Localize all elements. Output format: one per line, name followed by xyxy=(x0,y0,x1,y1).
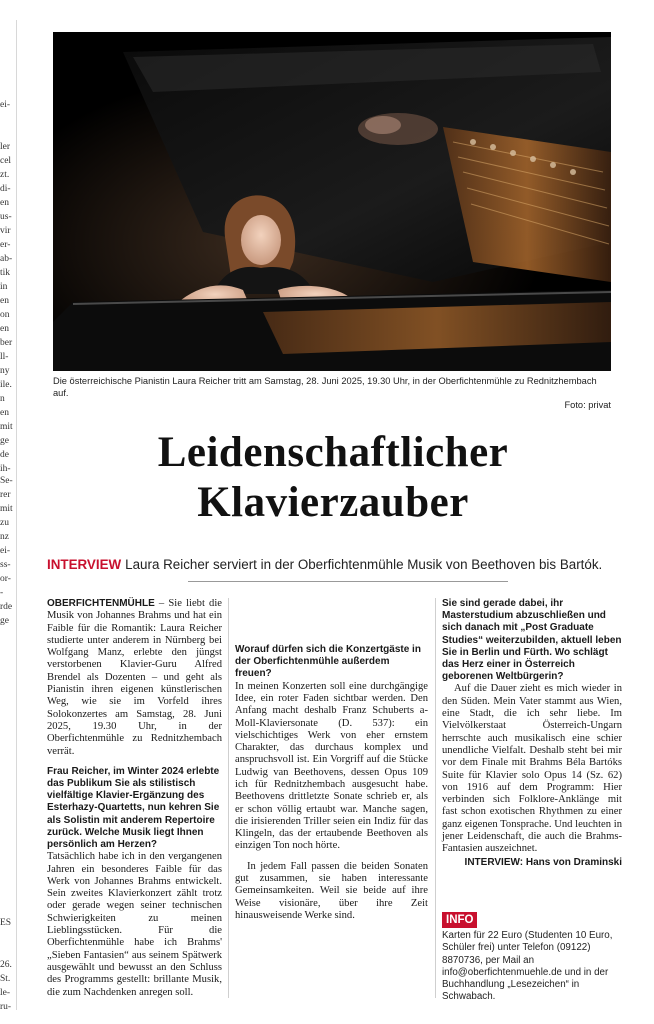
answer-2: In meinen Konzerten soll eine durchgängige Idee, ein roter Faden sichtbar werden. Den Anfang macht deshalb Franz Schuberts a-Moll-Klaviersonate (D. 537): ein vielschichtiges Werk von eher ernstem Charakter, das durchaus komplex und anspruchsvoll ist. Ein Vorgriff auf die Stücke Ludwig van Beethovens, dessen Opus 109 ich für Rednitzhembach ausgesucht habe. Beethovens drittletzte Sonate schrieb er, als er schon völlig ertaubt war. Manche sagen, die irisierenden Triller seien ein Indiz für das Klingeln, das der ertaubende Beethoven als einzigen Ton noch hörte. xyxy=(235,680,428,852)
pianist-photo xyxy=(53,32,611,371)
article-column-1 xyxy=(47,598,222,1007)
neighbor-fragment-text: zu xyxy=(0,518,9,528)
neighbor-article-fragments xyxy=(0,0,14,1024)
neighbor-fragment-text: ih- xyxy=(0,464,11,474)
byline: INTERVIEW: Hans von Draminski xyxy=(464,856,622,868)
neighbor-fragment-text: en xyxy=(0,198,9,208)
headline-line-1: Leidenschaftlicher xyxy=(157,429,509,476)
neighbor-fragment-text: di- xyxy=(0,184,11,194)
neighbor-fragment-text: mit xyxy=(0,422,13,432)
neighbor-fragment-text: rer xyxy=(0,490,11,500)
neighbor-fragment-text: mit xyxy=(0,504,13,514)
neighbor-fragment-text: ei- xyxy=(0,546,11,556)
neighbor-fragment-text: - xyxy=(0,588,4,598)
neighbor-fragment-text: en xyxy=(0,296,9,306)
neighbor-fragment-text: or- xyxy=(0,574,11,584)
neighbor-fragment-text: ru- xyxy=(0,1002,12,1012)
neighbor-fragment-text: ei- xyxy=(0,100,11,110)
headline-divider xyxy=(188,581,508,582)
subheadline-text: Laura Reicher serviert in der Oberfichtenmühle Musik von Beethoven bis Bartók. xyxy=(125,557,603,572)
neighbor-fragment-text: in xyxy=(0,282,8,292)
photo-credit: Foto: privat xyxy=(564,400,611,410)
neighbor-fragment-text: de xyxy=(0,450,9,460)
answer-2-continued: In jedem Fall passen die beiden Sonaten gut zusammen, sie haben interessante Gemeinsamkeiten. Weil sie beide auf ihre Weise visionäre, über ihre Zeit hinausweisende Werke sind. xyxy=(235,860,428,921)
neighbor-fragment-text: rde xyxy=(0,602,13,612)
neighbor-fragment-text: nz xyxy=(0,532,9,542)
info-text: Karten für 22 Euro (Studenten 10 Euro, Schüler frei) unter Telefon (09122) 8870736, per Mail an info@oberfichtenmuehle.de und in der Buchhandlung „Lesezeichen“ in Schwabach. xyxy=(442,930,613,1003)
neighbor-fragment-text: St. xyxy=(0,974,11,984)
neighbor-fragment-text: zt. xyxy=(0,170,10,180)
info-label: INFO xyxy=(442,912,477,928)
headline-line-2: Klavierzauber xyxy=(197,479,469,526)
headline xyxy=(40,428,626,528)
neighbor-fragment-text: Se- xyxy=(0,476,13,486)
lead-text: – Sie liebt die Musik von Johannes Brahms und hat ein Faible für die Romantik: Laura Reicher studierte unter anderem in Nürnberg bei Wolfgang Manz, erlebte den jüngst verstorbenen Klavier-Guru Alfred Brendel als Dozenten – und geht als Pianistin ihren eigenen künstlerischen Weg, wie sie im Vorfeld ihres Solokonzertes am Samstag, 28. Juni 2025, 19.30 Uhr, in der Oberfichtenmühle zu Rednitzhembach verrät. xyxy=(47,598,222,757)
neighbor-fragment-text: ll- xyxy=(0,352,9,362)
neighbor-fragment-text: ES xyxy=(0,918,12,928)
answer-3: Auf die Dauer zieht es mich wieder in den Süden. Mein Vater stammt aus Wien, eine Stadt, die ich sehr liebe. Im Vielvölkerstaat Österreich-Ungarn herrschte auch musikalisch eine schier unendliche Vielfalt. Deshalb steht bei mir vor dem Finale mit Brahms Béla Bartóks Suite für Klavier solo Opus 14 (Sz. 62) von 1916 auf dem Programm: Hier verbinden sich Folklore-Anklänge mit fast schon exotischen Rhythmen zu einer ganz eigenen Tonsprache. Und leuchten in jener Leidenschaft, die auch die Brahms-Fantasien auszeichnet. xyxy=(442,683,622,855)
photo-caption xyxy=(53,375,611,411)
neighbor-fragment-text: er- xyxy=(0,240,11,250)
neighbor-fragment-text: ge xyxy=(0,436,9,446)
caption-text: Die österreichische Pianistin Laura Reicher tritt am Samstag, 28. Juni 2025, 19.30 Uhr, in der Oberfichtenmühle zu Rednitzhembach auf. xyxy=(53,376,597,398)
neighbor-fragment-text: ny xyxy=(0,366,10,376)
column-divider-2 xyxy=(435,598,436,998)
neighbor-fragment-text: ile. xyxy=(0,380,12,390)
column-divider-1 xyxy=(228,598,229,998)
neighbor-fragment-text: vir xyxy=(0,226,11,236)
info-box xyxy=(442,910,622,1004)
question-2: Worauf dürfen sich die Konzertgäste in der Oberfichtenmühle außerdem freuen? xyxy=(235,644,421,680)
neighbor-fragment-text: en xyxy=(0,408,9,418)
neighbor-fragment-text: le- xyxy=(0,988,11,998)
neighbor-fragment-text: ss- xyxy=(0,560,11,570)
neighbor-fragment-text: cel xyxy=(0,156,12,166)
dateline: OBERFICHTENMÜHLE xyxy=(47,598,155,609)
lead-paragraph xyxy=(47,598,222,758)
article-column-2 xyxy=(235,598,428,930)
neighbor-fragment-text: ler xyxy=(0,142,11,152)
neighbor-fragment-text: ber xyxy=(0,338,13,348)
interview-kicker: INTERVIEW xyxy=(47,557,122,572)
column-divider-left xyxy=(16,20,17,1010)
pianist-at-grand-piano-illustration xyxy=(53,32,611,371)
subheadline xyxy=(47,556,627,574)
article-column-3 xyxy=(442,598,622,869)
neighbor-fragment-text: en xyxy=(0,324,9,334)
question-3: Sie sind gerade dabei, ihr Masterstudium abzuschließen und sich danach mit „Post Graduate Studies“ weiterzubilden, aktuell leben Sie in Berlin und Fürth. Wo schlägt das Herz einer in Österreich geborenen Weltbürgerin? xyxy=(442,598,622,683)
neighbor-fragment-text: us- xyxy=(0,212,12,222)
neighbor-fragment-text: on xyxy=(0,310,10,320)
neighbor-fragment-text: 26. xyxy=(0,960,12,970)
neighbor-fragment-text: tik xyxy=(0,268,11,278)
question-1: Frau Reicher, im Winter 2024 erlebte das Publikum Sie als stilistisch vielfältige Klavier-Ergänzung des Esterhazy-Quartetts, nun kehren Sie als Solistin mit anderem Repertoire zurück. Welche Musik liegt Ihnen persönlich am Herzen? xyxy=(47,765,220,851)
neighbor-fragment-text: ge xyxy=(0,616,9,626)
answer-1: Tatsächlich habe ich in den vergangenen Jahren ein besonderes Faible für das Werk von Johannes Brahms entwickelt. Sein zweites Klavierkonzert zählt trotz oder gerade wegen seiner technischen Schwierigkeiten zu meinen Lieblingsstücken. Für die Oberfichtenmühle habe ich Brahms' „Sieben Fantasien“ aus seinem Spätwerk ausgewählt und bewusst an den Schluss des Programms gestellt: brillante Musik, die zum Nachdenken anregen soll. xyxy=(47,851,222,998)
neighbor-fragment-text: ab- xyxy=(0,254,13,264)
neighbor-fragment-text: n xyxy=(0,394,5,404)
